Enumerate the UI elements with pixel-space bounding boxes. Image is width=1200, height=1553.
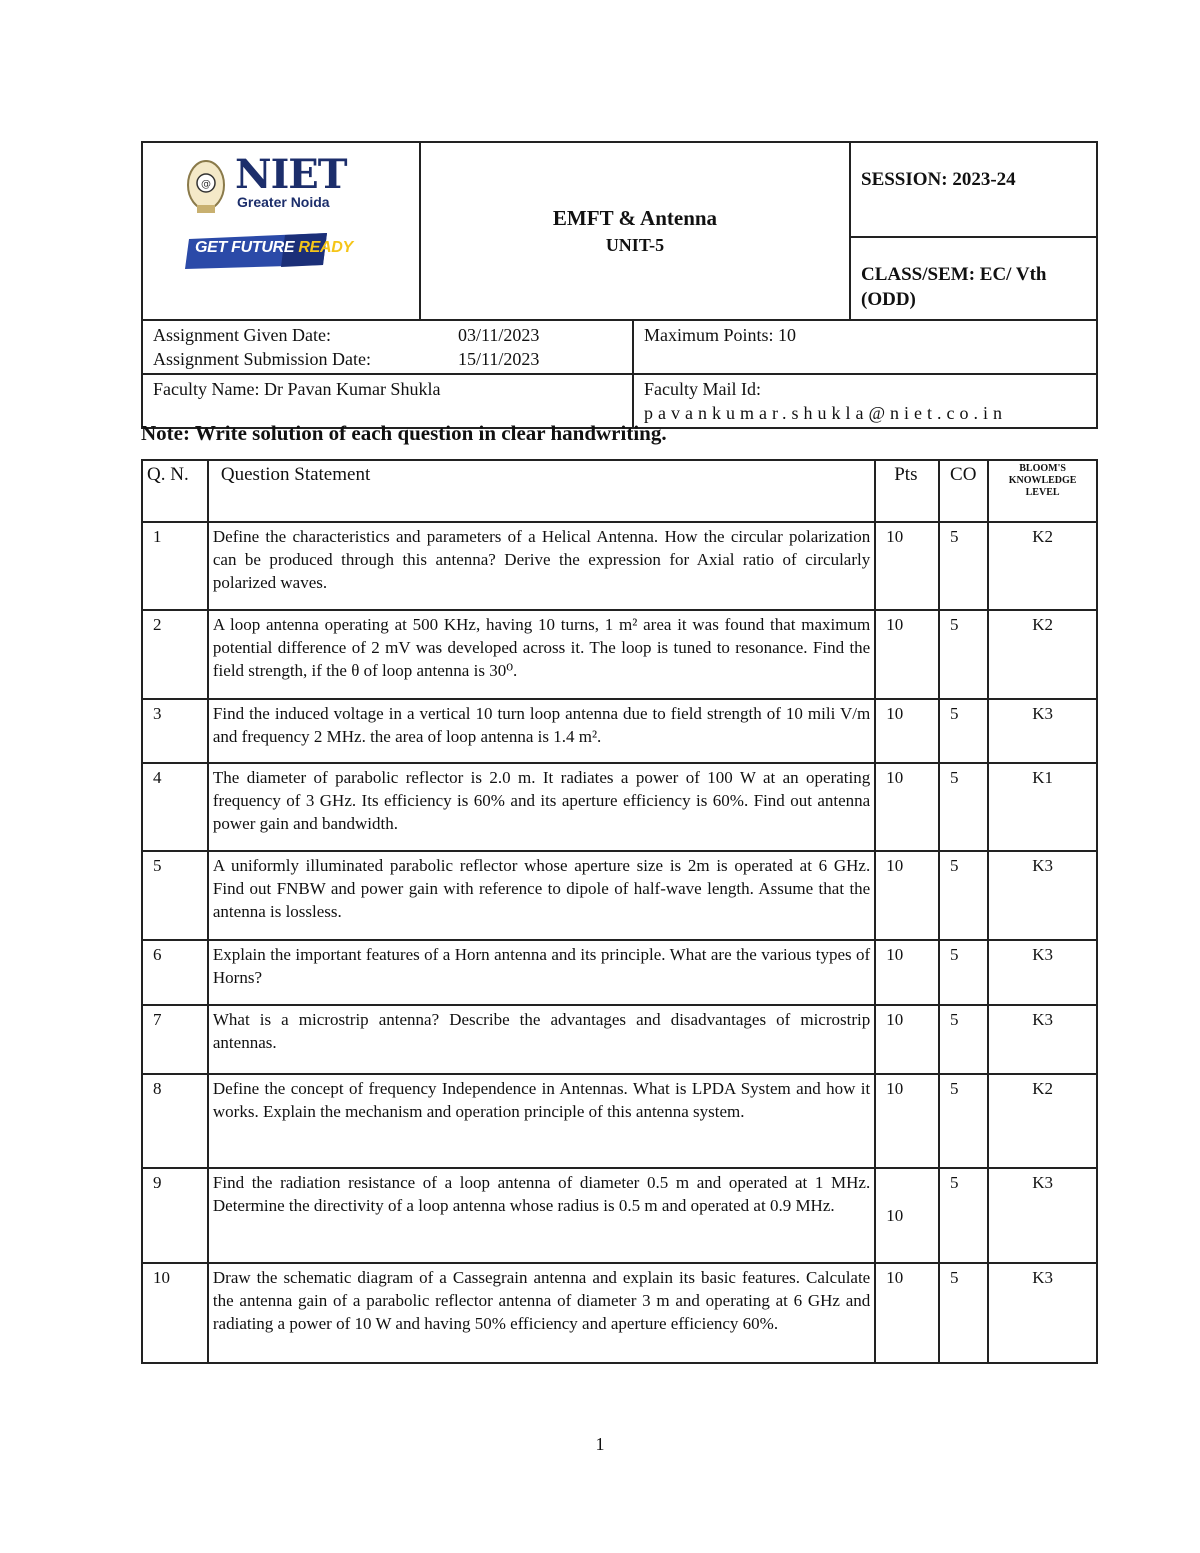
question-number: 5 xyxy=(142,851,208,940)
col-header-qn: Q. N. xyxy=(142,460,208,522)
question-number: 8 xyxy=(142,1074,208,1168)
question-number: 3 xyxy=(142,699,208,763)
question-level: K3 xyxy=(988,1005,1097,1074)
question-statement: The diameter of parabolic reflector is 2.0 m. It radiates a power of 100 W at an operating frequency of 3 GHz. Its efficiency is 60% and its aperture efficiency is 60%. Find out antenna power gain and bandwidth. xyxy=(208,763,875,851)
table-row xyxy=(142,851,1097,940)
question-statement: A loop antenna operating at 500 KHz, having 10 turns, 1 m² area it was found that maximum potential difference of 2 mV was developed across it. The loop is tuned to resonance. Find the field strength, if the θ of loop antenna is 30⁰. xyxy=(208,610,875,699)
faculty-row xyxy=(143,375,1096,427)
submission-date-label: Assignment Submission Date: xyxy=(153,349,372,369)
question-points: 10 xyxy=(875,1168,939,1263)
unit-label: UNIT-5 xyxy=(605,235,665,255)
question-co: 5 xyxy=(939,851,988,940)
question-statement: What is a microstrip antenna? Describe the advantages and disadvantages of microstrip antennas. xyxy=(208,1005,875,1074)
question-level: K3 xyxy=(988,1263,1097,1363)
question-level: K3 xyxy=(988,699,1097,763)
faculty-mail-link[interactable]: pavankumar.shukla@niet.co.in xyxy=(644,403,1008,423)
question-co: 5 xyxy=(939,1074,988,1168)
question-points: 10 xyxy=(875,522,939,610)
questions-body xyxy=(142,522,1097,1363)
course-title: EMFT & Antenna xyxy=(552,206,718,230)
question-number: 10 xyxy=(142,1263,208,1363)
question-statement: Explain the important features of a Horn antenna and its principle. What are the various types of Horns? xyxy=(208,940,875,1005)
question-statement: Define the characteristics and parameters of a Helical Antenna. How the circular polarization can be produced through this antenna? Derive the expression for Axial ratio of circularly polarized waves. xyxy=(208,522,875,610)
svg-text:@: @ xyxy=(201,179,211,190)
question-level: K3 xyxy=(988,851,1097,940)
logo-wordmark: NIET xyxy=(235,151,347,198)
given-date-label: Assignment Given Date: xyxy=(153,325,331,345)
col-header-bloom: BLOOM'S KNOWLEDGE LEVEL xyxy=(988,460,1097,522)
table-row xyxy=(142,1005,1097,1074)
col-header-co: CO xyxy=(939,460,988,522)
questions-table xyxy=(141,459,1098,1364)
question-co: 5 xyxy=(939,763,988,851)
table-row xyxy=(142,1263,1097,1363)
tagline-part1: GET FUTURE xyxy=(195,239,299,256)
question-co: 5 xyxy=(939,522,988,610)
col-header-statement: Question Statement xyxy=(208,460,875,522)
question-statement: Find the induced voltage in a vertical 10 turn loop antenna due to field strength of 10 mili V/m and frequency 2 MHz. the area of loop antenna is 1.4 m². xyxy=(208,699,875,763)
question-statement: Find the radiation resistance of a loop antenna of diameter 0.5 m and operated at 1 MHz. Determine the directivity of a loop antenna whose radius is 0.5 m and operated at 0.9 MHz. xyxy=(208,1168,875,1263)
question-points: 10 xyxy=(875,940,939,1005)
given-date-value: 03/11/2023 xyxy=(458,325,540,345)
question-level: K2 xyxy=(988,1074,1097,1168)
question-points: 10 xyxy=(875,763,939,851)
question-statement: A uniformly illuminated parabolic reflector whose aperture size is 2m is operated at 6 GHz. Find out FNBW and power gain with reference to dipole of half-wave length. Assume that the antenna is lossless. xyxy=(208,851,875,940)
session-cell xyxy=(851,143,1096,319)
question-points: 10 xyxy=(875,851,939,940)
question-number: 7 xyxy=(142,1005,208,1074)
instruction-note: Note: Write solution of each question in clear handwriting. xyxy=(141,421,667,445)
dates-row xyxy=(143,321,1096,375)
question-co: 5 xyxy=(939,1168,988,1263)
faculty-mail-cell xyxy=(634,375,1096,427)
table-row xyxy=(142,940,1097,1005)
institute-logo xyxy=(143,143,421,319)
table-header-row xyxy=(142,460,1097,522)
header-table xyxy=(141,141,1098,429)
table-row xyxy=(142,610,1097,699)
tagline-part2: READY xyxy=(298,239,353,256)
faculty-mail-label: Faculty Mail Id: xyxy=(644,379,761,399)
question-points: 10 xyxy=(875,1263,939,1363)
table-row xyxy=(142,1074,1097,1168)
question-statement: Define the concept of frequency Independence in Antennas. What is LPDA System and how it works. Explain the mechanism and operation principle of this antenna system. xyxy=(208,1074,875,1168)
question-level: K2 xyxy=(988,610,1097,699)
faculty-name: Faculty Name: Dr Pavan Kumar Shukla xyxy=(143,375,634,427)
question-co: 5 xyxy=(939,940,988,1005)
question-points: 10 xyxy=(875,699,939,763)
question-co: 5 xyxy=(939,1263,988,1363)
question-co: 5 xyxy=(939,610,988,699)
submission-date-value: 15/11/2023 xyxy=(458,349,540,369)
table-row xyxy=(142,1168,1097,1263)
page-number: 1 xyxy=(595,1434,605,1454)
table-row xyxy=(142,763,1097,851)
question-number: 9 xyxy=(142,1168,208,1263)
session-label: SESSION: 2023-24 xyxy=(851,143,1096,238)
emblem-icon xyxy=(185,155,227,217)
table-row xyxy=(142,522,1097,610)
header-top-row xyxy=(143,143,1096,321)
question-level: K1 xyxy=(988,763,1097,851)
logo-tagline xyxy=(195,239,353,257)
question-level: K3 xyxy=(988,940,1097,1005)
course-title-cell xyxy=(421,143,851,319)
table-row xyxy=(142,699,1097,763)
question-co: 5 xyxy=(939,1005,988,1074)
dates-cell xyxy=(143,321,634,373)
question-points: 10 xyxy=(875,1074,939,1168)
question-number: 6 xyxy=(142,940,208,1005)
question-points: 10 xyxy=(875,1005,939,1074)
question-number: 4 xyxy=(142,763,208,851)
max-points: Maximum Points: 10 xyxy=(644,325,797,345)
question-number: 1 xyxy=(142,522,208,610)
class-sem-label: CLASS/SEM: EC/ Vth (ODD) xyxy=(861,264,1047,310)
question-points: 10 xyxy=(875,610,939,699)
question-number: 2 xyxy=(142,610,208,699)
col-header-pts: Pts xyxy=(875,460,939,522)
logo-subtext: Greater Noida xyxy=(237,194,330,210)
question-statement: Draw the schematic diagram of a Cassegrain antenna and explain its basic features. Calculate the antenna gain of a parabolic reflector antenna of diameter 3 m and operating at 6 GHz and radiating a power of 10 W and having 50% efficiency and aperture efficiency 60%. xyxy=(208,1263,875,1363)
question-level: K3 xyxy=(988,1168,1097,1263)
question-co: 5 xyxy=(939,699,988,763)
question-level: K2 xyxy=(988,522,1097,610)
